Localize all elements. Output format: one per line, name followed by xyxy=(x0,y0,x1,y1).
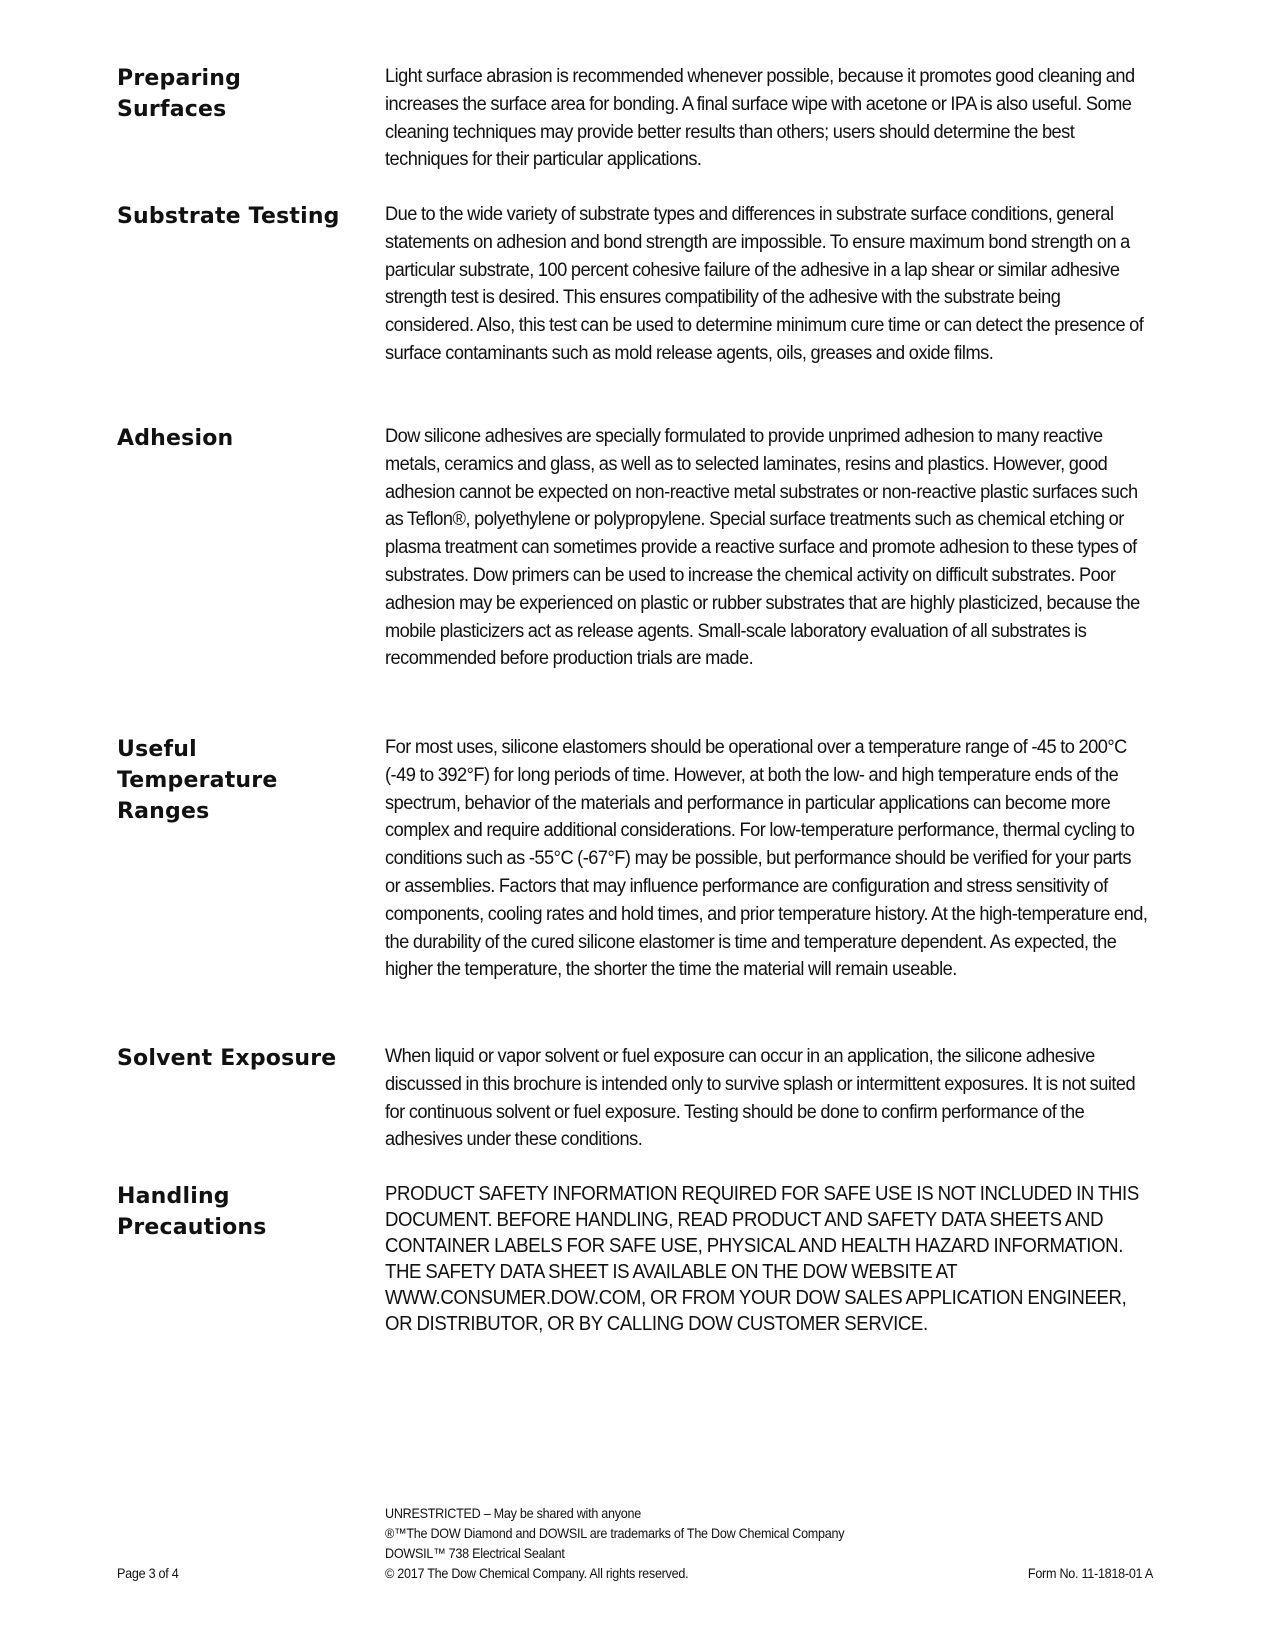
footer-copyright: © 2017 The Dow Chemical Company. All rights reserved. xyxy=(385,1565,689,1581)
section-heading: Solvent Exposure xyxy=(117,1046,337,1071)
section-heading: Useful Temperature Ranges xyxy=(117,737,278,824)
section-heading: Handling Precautions xyxy=(117,1184,267,1240)
section-body: PRODUCT SAFETY INFORMATION REQUIRED FOR SAFE USE IS NOT INCLUDED IN THIS DOCUMENT. BEFORE HANDLING, READ PRODUCT AND SAFETY DATA SHEETS AND CONTAINER LABELS FOR SAFE USE, PHYSICAL AND HEALTH HAZARD INFORMATION. THE SAFETY DATA SHEET IS AVAILABLE ON THE DOW WEBSITE AT WWW.CONSUMER.DOW.COM, OR FROM YOUR DOW SALES APPLICATION ENGINEER, OR DISTRIBUTOR, OR BY CALLING DOW CUSTOMER SERVICE. xyxy=(385,1183,1139,1335)
section-heading: Substrate Testing xyxy=(117,204,340,229)
section-heading: Preparing Surfaces xyxy=(117,66,242,122)
footer-classification: UNRESTRICTED – May be shared with anyone xyxy=(385,1505,642,1521)
section-body: Light surface abrasion is recommended whenever possible, because it promotes good cleaning and increases the surface area for bonding. A final surface wipe with acetone or IPA is also useful. Some cleaning techniques may provide better results than others; users should determine the best techniques for their particular applications. xyxy=(385,65,1135,171)
section-body: When liquid or vapor solvent or fuel exposure can occur in an application, the silicone adhesive discussed in this brochure is intended only to survive splash or intermittent exposures. It is not suited for continuous solvent or fuel exposure. Testing should be done to confirm performance of the adhesives under these conditions. xyxy=(385,1045,1136,1151)
footer-trademark: ®™The DOW Diamond and DOWSIL are trademarks of The Dow Chemical Company xyxy=(385,1525,845,1541)
form-number: Form No. 11-1818-01 A xyxy=(1027,1565,1153,1581)
section-body: Due to the wide variety of substrate types and differences in substrate surface conditions, general statements on adhesion and bond strength are impossible. To ensure maximum bond strength on a particular substrate, 100 percent cohesive failure of the adhesive in a lap shear or similar adhesive strength test is desired. This ensures compatibility of the adhesive with the substrate being considered. Also, this test can be used to determine minimum cure time or can detect the presence of surface contaminants such as mold release agents, oils, greases and oxide films. xyxy=(385,203,1144,364)
section-body: Dow silicone adhesives are specially formulated to provide unprimed adhesion to many reactive metals, ceramics and glass, as well as to selected laminates, resins and plastics. However, good adhesion cannot be expected on non-reactive metal substrates or non-reactive plastic surfaces such as Teflon®, polyethylene or polypropylene. Special surface treatments such as chemical etching or plasma treatment can sometimes provide a reactive surface and promote adhesion to these types of substrates. Dow primers can be used to increase the chemical activity on difficult substrates. Poor adhesion may be experienced on plastic or rubber substrates that are highly plasticized, because the mobile plasticizers act as release agents. Small-scale laboratory evaluation of all substrates is recommended before production trials are made. xyxy=(385,425,1140,670)
footer-product-name: DOWSIL™ 738 Electrical Sealant xyxy=(385,1545,565,1561)
section-heading: Adhesion xyxy=(117,426,234,451)
section-body: For most uses, silicone elastomers should be operational over a temperature range of -45 to 200°C (-49 to 392°F) for long periods of time. However, at both the low- and high temperature ends of the spectrum, behavior of the materials and performance in particular applications can become more complex and require additional considerations. For low-temperature performance, thermal cycling to conditions such as -55°C (-67°F) may be possible, but performance should be verified for your parts or assemblies. Factors that may influence performance are configuration and stress sensitivity of components, cooling rates and hold times, and prior temperature history. At the high-temperature end, the durability of the cured silicone elastomer is time and temperature dependent. As expected, the higher the temperature, the shorter the time the material will remain useable. xyxy=(385,736,1148,981)
page-number: Page 3 of 4 xyxy=(117,1565,179,1581)
footer-legal-block xyxy=(385,1503,844,1583)
